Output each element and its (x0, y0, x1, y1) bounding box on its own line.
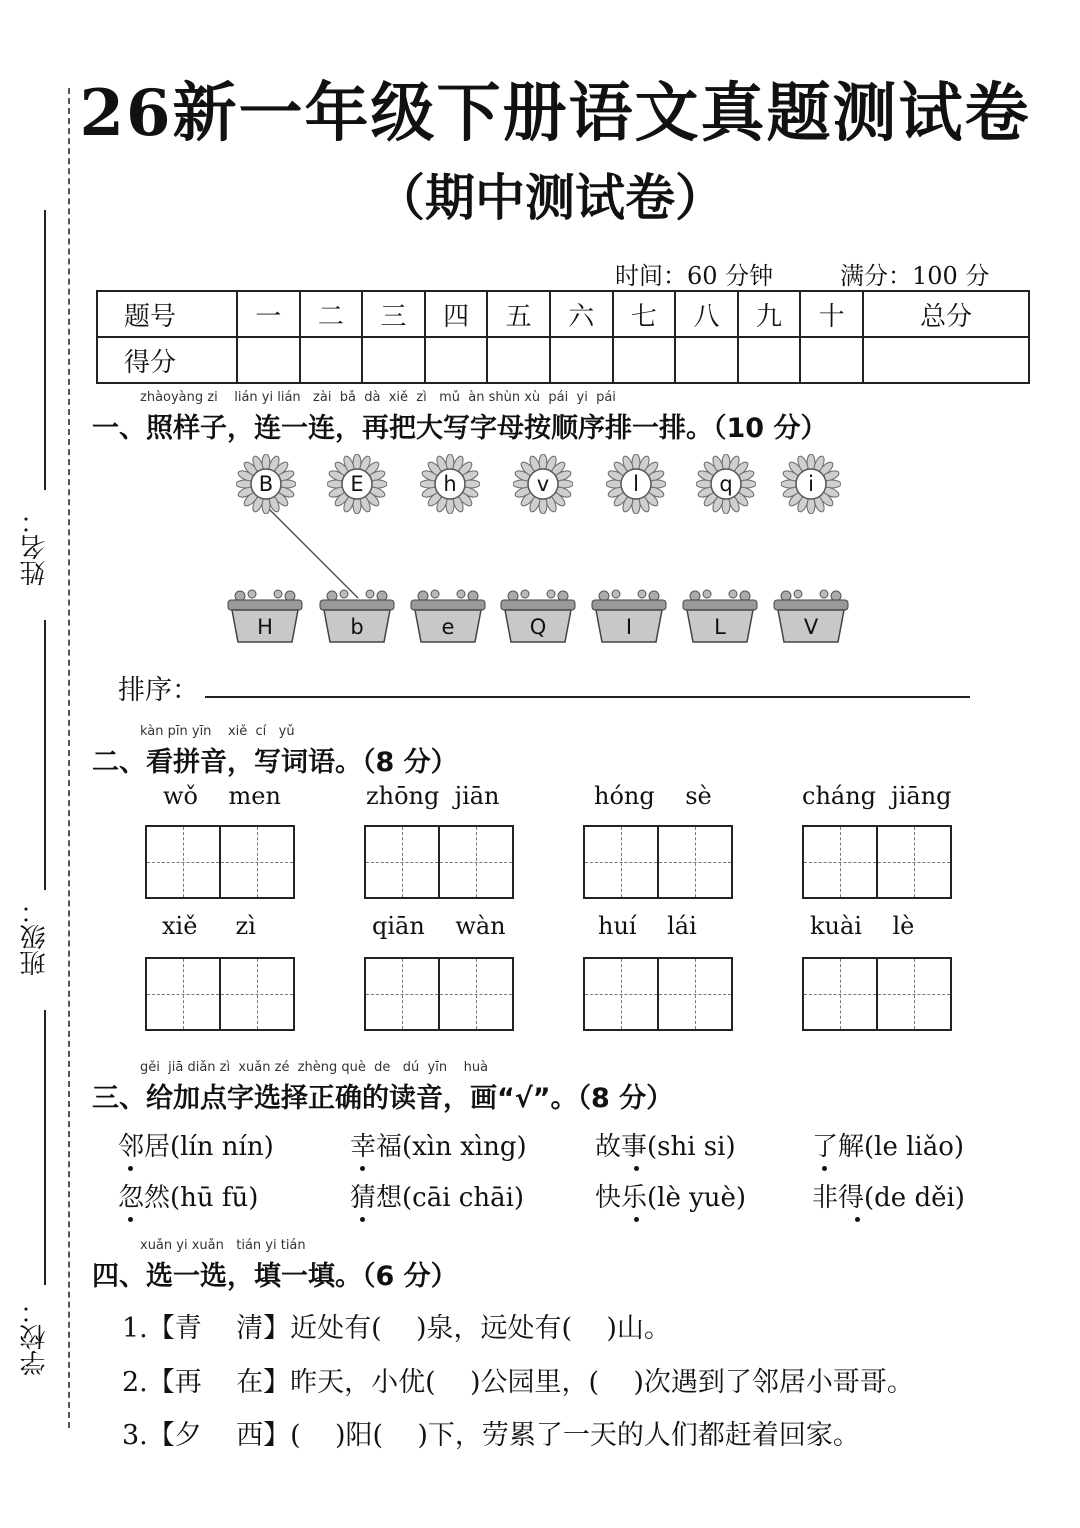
flower-letter[interactable] (327, 454, 387, 514)
basket-letter[interactable] (681, 588, 759, 644)
column-4: 四 (425, 291, 488, 337)
pinyin-xiezi: xiě zì (162, 912, 256, 940)
option-xingfu[interactable]: 幸福(xìn xìng) (350, 1132, 527, 1162)
fill-item-1[interactable]: 1.【青 清】近处有( )泉，远处有( )山。 (122, 1313, 671, 1344)
writing-cell[interactable] (221, 827, 293, 897)
column-2: 二 (300, 291, 363, 337)
class-label: 班级： (20, 898, 50, 976)
writing-cell[interactable] (147, 827, 221, 897)
basket-letter-text: Q (529, 615, 547, 639)
basket-letter-text: e (441, 615, 455, 639)
page-subtitle: （期中测试卷） (375, 168, 725, 227)
example-connector-line (268, 508, 358, 598)
basket-letter-text: H (257, 615, 273, 639)
column-7: 七 (613, 291, 676, 337)
flower-letter[interactable] (236, 454, 296, 514)
option-caixiang[interactable]: 猜想(cāi chāi) (350, 1183, 525, 1213)
emphasis-dot (822, 1166, 827, 1171)
section4-title: 四、选一选，填一填。（6 分） (92, 1261, 458, 1292)
column-5: 五 (487, 291, 550, 337)
writing-cell[interactable] (585, 827, 659, 897)
writing-grid[interactable] (583, 957, 733, 1031)
page-title: 26新一年级下册语文真题测试卷 (79, 76, 1031, 151)
emphasis-dot (360, 1217, 365, 1222)
pinyin-zhongjian: zhōng jiān (366, 782, 500, 810)
writing-cell[interactable] (585, 959, 659, 1029)
basket-letter-text: L (714, 615, 726, 639)
writing-cell[interactable] (366, 959, 440, 1029)
writing-grid[interactable] (802, 957, 952, 1031)
basket-letter[interactable] (409, 588, 487, 644)
flower-letter-text: E (350, 472, 364, 496)
section1-title: 一、照样子，连一连，再把大写字母按顺序排一排。（10 分） (92, 413, 828, 444)
column-8: 八 (675, 291, 738, 337)
writing-cell[interactable] (440, 827, 512, 897)
column-1: 一 (237, 291, 300, 337)
row-label-question: 题号 (97, 291, 237, 337)
flower-letter-text: h (443, 472, 457, 496)
writing-cell[interactable] (878, 959, 950, 1029)
writing-cell[interactable] (659, 959, 731, 1029)
writing-cell[interactable] (440, 959, 512, 1029)
writing-cell[interactable] (804, 959, 878, 1029)
row-label-score: 得分 (97, 337, 237, 383)
pinyin-women: wǒ men (163, 782, 281, 810)
emphasis-dot (634, 1217, 639, 1222)
name-label: 姓名： (20, 508, 50, 586)
emphasis-dot (128, 1217, 133, 1222)
column-6: 六 (550, 291, 613, 337)
writing-cell[interactable] (366, 827, 440, 897)
writing-grid[interactable] (802, 825, 952, 899)
school-underline (44, 1010, 46, 1285)
flower-letter-text: l (633, 472, 639, 496)
column-10: 十 (800, 291, 863, 337)
writing-grid[interactable] (145, 825, 295, 899)
writing-cell[interactable] (659, 827, 731, 897)
section3-title: 三、给加点字选择正确的读音，画“√”。（8 分） (92, 1083, 674, 1114)
emphasis-dot (360, 1166, 365, 1171)
basket-letter[interactable] (318, 588, 396, 644)
pinyin-qianwan: qiān wàn (372, 912, 506, 940)
column-9: 九 (738, 291, 801, 337)
basket-letter-text: V (803, 615, 819, 639)
basket-letter[interactable] (590, 588, 668, 644)
flower-letter[interactable] (606, 454, 666, 514)
pinyin-kuaile: kuài lè (810, 912, 915, 940)
basket-letter[interactable] (226, 588, 304, 644)
flower-letter-text: q (719, 472, 733, 496)
option-feide[interactable]: 非得(de děi) (812, 1183, 965, 1213)
emphasis-dot (634, 1166, 639, 1171)
score-info: 满分：100 分 (840, 262, 990, 290)
section4-pinyin: xuǎn yi xuǎn tián yi tián (140, 1238, 306, 1253)
writing-grid[interactable] (145, 957, 295, 1031)
flower-letter-text: i (808, 472, 814, 496)
option-liaojie[interactable]: 了解(le liǎo) (812, 1132, 965, 1162)
flower-letter[interactable] (696, 454, 756, 514)
column-total: 总分 (863, 291, 1029, 337)
basket-letter-text: I (625, 615, 633, 639)
writing-cell[interactable] (147, 959, 221, 1029)
writing-grid[interactable] (364, 825, 514, 899)
writing-cell[interactable] (804, 827, 878, 897)
school-label: 学校： (20, 1298, 50, 1376)
option-linju[interactable]: 邻居(lín nín) (118, 1132, 274, 1162)
flower-letter-text: B (258, 472, 274, 496)
writing-cell[interactable] (221, 959, 293, 1029)
section2-pinyin: kàn pīn yīn xiě cí yǔ (140, 724, 295, 739)
writing-grid[interactable] (583, 825, 733, 899)
flower-letter-text: v (536, 472, 550, 496)
flower-letter[interactable] (513, 454, 573, 514)
section3-pinyin: gěi jiā diǎn zì xuǎn zé zhèng què de dú yīn huà (140, 1060, 489, 1075)
fill-item-2[interactable]: 2.【再 在】昨天，小优( )公园里，( )次遇到了邻居小哥哥。 (122, 1367, 914, 1398)
pinyin-changjiang: cháng jiāng (802, 782, 952, 810)
column-3: 三 (362, 291, 425, 337)
flower-letter[interactable] (781, 454, 841, 514)
flower-letter[interactable] (420, 454, 480, 514)
pinyin-huilai: huí lái (598, 912, 697, 940)
time-info: 时间：60 分钟 (615, 262, 774, 290)
writing-grid[interactable] (364, 957, 514, 1031)
option-kuaile[interactable]: 快乐(lè yuè) (595, 1183, 747, 1213)
basket-letter[interactable] (772, 588, 850, 644)
pinyin-hongse: hóng sè (594, 782, 712, 810)
section1-pinyin: zhàoyàng zi lián yi lián zài bǎ dà xiě zì mǔ àn shùn xù pái yi pái (140, 390, 616, 405)
writing-cell[interactable] (878, 827, 950, 897)
fill-item-3[interactable]: 3.【夕 西】( )阳( )下，劳累了一天的人们都赶着回家。 (122, 1420, 860, 1451)
option-huran[interactable]: 忽然(hū fū) (118, 1183, 259, 1213)
emphasis-dot (855, 1217, 860, 1222)
option-gushi[interactable]: 故事(shi si) (595, 1132, 736, 1162)
basket-letter[interactable] (499, 588, 577, 644)
emphasis-dot (128, 1166, 133, 1171)
sort-label: 排序： (118, 675, 199, 706)
section2-title: 二、看拼音，写词语。（8 分） (92, 747, 458, 778)
basket-letter-text: b (350, 615, 364, 639)
